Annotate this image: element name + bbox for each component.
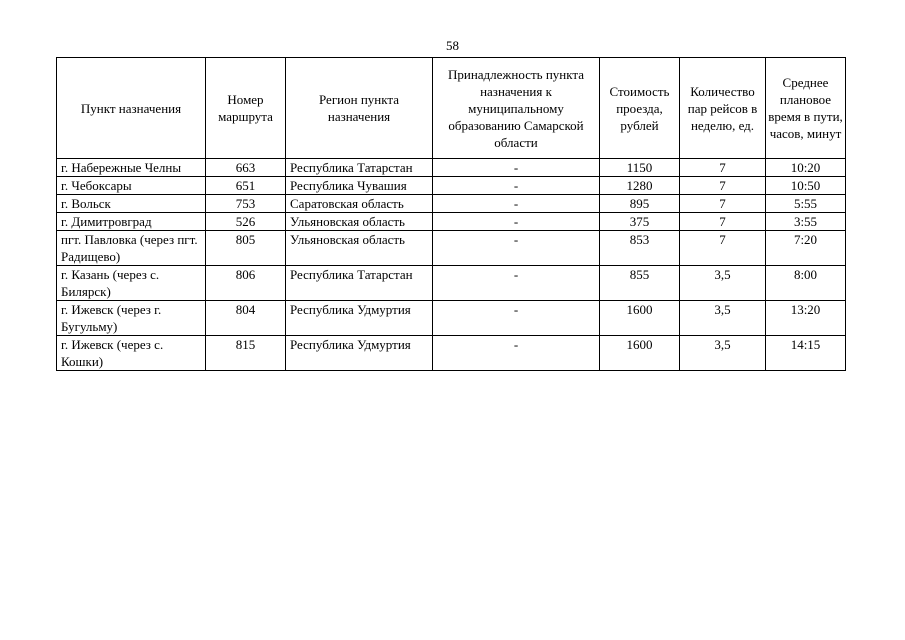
cell-fare: 1280	[600, 177, 680, 195]
header-municipality: Принадлежность пункта назначения к муниципальному образованию Самарской области	[433, 58, 600, 159]
cell-trips: 7	[680, 231, 766, 266]
cell-destination: г. Ижевск (через г. Бугульму)	[57, 301, 206, 336]
table-row	[57, 213, 846, 231]
cell-travel-time: 10:20	[766, 159, 846, 177]
header-region: Регион пункта назначения	[286, 58, 433, 159]
cell-route-number: 663	[206, 159, 286, 177]
cell-destination: пгт. Павловка (через пгт. Радищево)	[57, 231, 206, 266]
cell-fare: 1600	[600, 336, 680, 371]
cell-municipality: -	[433, 159, 600, 177]
cell-destination: г. Димитровград	[57, 213, 206, 231]
header-route-number: Номер маршрута	[206, 58, 286, 159]
cell-fare: 855	[600, 266, 680, 301]
table-row	[57, 301, 846, 336]
cell-trips: 7	[680, 213, 766, 231]
cell-destination: г. Чебоксары	[57, 177, 206, 195]
cell-municipality: -	[433, 336, 600, 371]
cell-trips: 7	[680, 159, 766, 177]
cell-route-number: 651	[206, 177, 286, 195]
cell-municipality: -	[433, 301, 600, 336]
cell-municipality: -	[433, 213, 600, 231]
cell-region: Ульяновская область	[286, 213, 433, 231]
cell-route-number: 804	[206, 301, 286, 336]
cell-fare: 853	[600, 231, 680, 266]
table-header-row	[57, 58, 846, 159]
cell-travel-time: 8:00	[766, 266, 846, 301]
cell-fare: 375	[600, 213, 680, 231]
table-row	[57, 231, 846, 266]
cell-destination: г. Набережные Челны	[57, 159, 206, 177]
table-row	[57, 266, 846, 301]
cell-travel-time: 7:20	[766, 231, 846, 266]
cell-region: Республика Чувашия	[286, 177, 433, 195]
cell-travel-time: 10:50	[766, 177, 846, 195]
table-row	[57, 336, 846, 371]
table-row	[57, 195, 846, 213]
cell-region: Республика Татарстан	[286, 266, 433, 301]
cell-region: Республика Татарстан	[286, 159, 433, 177]
cell-municipality: -	[433, 195, 600, 213]
cell-fare: 1600	[600, 301, 680, 336]
cell-region: Республика Удмуртия	[286, 301, 433, 336]
cell-region: Саратовская область	[286, 195, 433, 213]
cell-route-number: 805	[206, 231, 286, 266]
cell-route-number: 526	[206, 213, 286, 231]
table-row	[57, 159, 846, 177]
cell-destination: г. Казань (через с. Билярск)	[57, 266, 206, 301]
cell-travel-time: 5:55	[766, 195, 846, 213]
header-travel-time: Среднее плановое время в пути, часов, минут	[766, 58, 846, 159]
cell-municipality: -	[433, 231, 600, 266]
table-row	[57, 177, 846, 195]
cell-trips: 7	[680, 177, 766, 195]
cell-destination: г. Вольск	[57, 195, 206, 213]
header-trips-per-week: Количество пар рейсов в неделю, ед.	[680, 58, 766, 159]
cell-fare: 895	[600, 195, 680, 213]
cell-fare: 1150	[600, 159, 680, 177]
page-number: 58	[446, 38, 459, 53]
cell-travel-time: 13:20	[766, 301, 846, 336]
header-destination: Пункт назначения	[57, 58, 206, 159]
cell-region: Республика Удмуртия	[286, 336, 433, 371]
cell-destination: г. Ижевск (через с. Кошки)	[57, 336, 206, 371]
cell-route-number: 806	[206, 266, 286, 301]
cell-region: Ульяновская область	[286, 231, 433, 266]
cell-municipality: -	[433, 177, 600, 195]
cell-trips: 3,5	[680, 301, 766, 336]
cell-trips: 7	[680, 195, 766, 213]
cell-trips: 3,5	[680, 336, 766, 371]
cell-municipality: -	[433, 266, 600, 301]
cell-route-number: 815	[206, 336, 286, 371]
cell-trips: 3,5	[680, 266, 766, 301]
cell-travel-time: 3:55	[766, 213, 846, 231]
header-fare: Стоимость проезда, рублей	[600, 58, 680, 159]
routes-table	[56, 57, 846, 371]
cell-route-number: 753	[206, 195, 286, 213]
cell-travel-time: 14:15	[766, 336, 846, 371]
